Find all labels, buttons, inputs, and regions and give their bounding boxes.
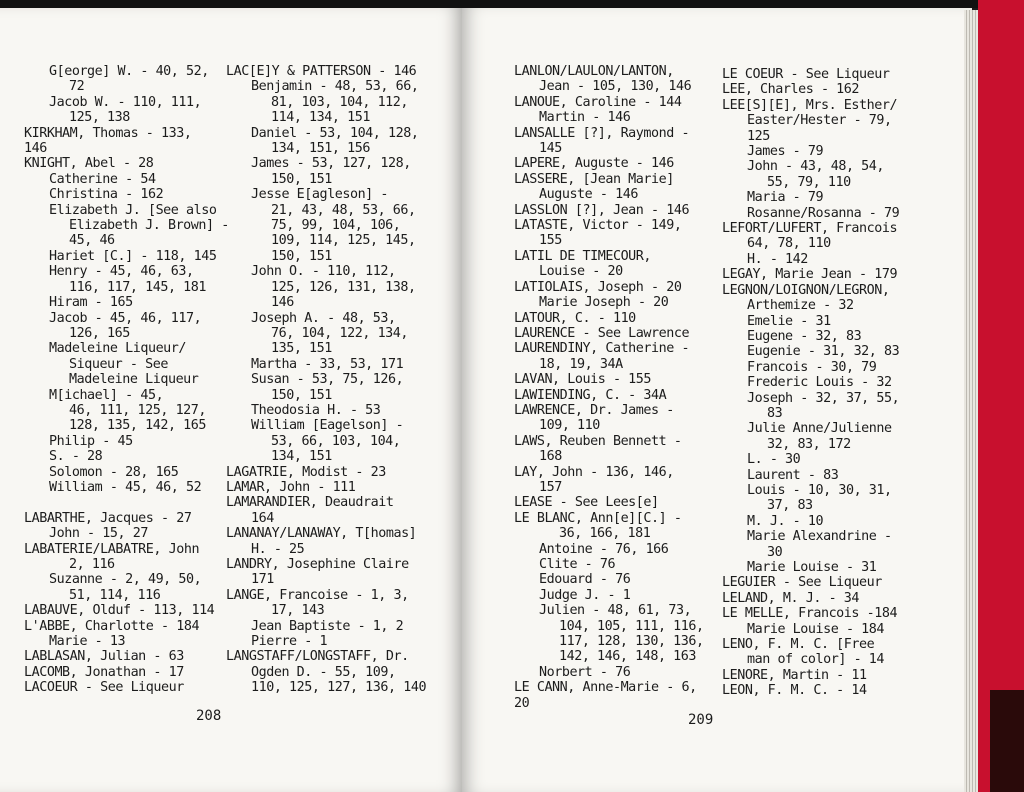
index-entry: LENORE, Martin - 11 [722,667,867,683]
index-subentry: Philip - 45 [49,433,133,449]
index-subentry: 83 [767,405,783,421]
index-subentry: Easter/Hester - 79, [747,113,892,129]
index-column [226,64,426,696]
index-subentry: Marie Louise - 184 [747,621,885,637]
index-subentry: Christina - 162 [49,187,164,203]
index-entry: LE MELLE, Francois -184 [722,606,898,622]
index-entry: LABLASAN, Julian - 63 [24,649,184,665]
index-subentry: 109, 114, 125, 145, [271,233,416,249]
index-entry: LEON, F. M. C. - 14 [722,683,867,699]
index-entry: LAMAR, John - 111 [226,479,356,495]
index-entry: KNIGHT, Abel - 28 [24,156,154,172]
index-entry: LENO, F. M. C. [Free [722,637,875,653]
index-subentry: 109, 110 [539,418,600,434]
index-entry: LE COEUR - See Liqueur [722,67,890,82]
index-subentry: John O. - 110, 112, [251,264,396,280]
index-entry: 20 [514,695,530,711]
index-subentry: 150, 151 [271,171,332,187]
index-entry: LEGUIER - See Liqueur [722,575,882,591]
index-subentry: 104, 105, 111, 116, [559,618,704,634]
index-subentry: Maria - 79 [747,190,824,206]
index-subentry: Solomon - 28, 165 [49,464,179,480]
index-entry: LAMARANDIER, Deaudrait [226,495,394,511]
index-entry: LAURENCE - See Lawrence [514,325,690,341]
index-entry: LABATERIE/LABATRE, John [24,541,200,557]
index-subentry: Frederic Louis - 32 [747,375,892,391]
index-entry: LANDRY, Josephine Claire [226,557,409,572]
index-subentry: Norbert - 76 [539,664,631,680]
index-subentry: 126, 165 [69,325,130,341]
index-subentry: 45, 46 [69,233,115,249]
index-subentry: Jean Baptiste - 1, 2 [251,618,404,634]
index-subentry: Judge J. - 1 [539,587,631,603]
index-subentry: Jesse E[agleson] - [251,187,389,203]
index-subentry: 155 [539,233,562,249]
index-subentry: 75, 99, 104, 106, [271,218,401,234]
index-subentry: 72 [69,79,85,95]
book-cover-shadow [990,690,1024,792]
index-subentry: Arthemize - 32 [747,298,854,314]
index-subentry: Catherine - 54 [49,171,156,187]
index-subentry: Hiram - 165 [49,295,133,311]
index-subentry: 18, 19, 34A [539,356,623,372]
index-subentry: Susan - 53, 75, 126, [251,372,404,388]
index-subentry: Laurent - 83 [747,467,839,483]
index-subentry: G[eorge] W. - 40, 52, [49,64,209,79]
index-subentry: 37, 83 [767,498,813,514]
index-entry: LANLON/LAULON/LANTON, [514,64,674,79]
index-subentry: 125, 138 [69,110,130,126]
index-subentry: Auguste - 146 [539,187,638,203]
index-column [24,64,229,696]
index-entry: LE BLANC, Ann[e][C.] - [514,510,682,526]
index-subentry: 142, 146, 148, 163 [559,649,697,665]
index-entry: LEASE - See Lees[e] [514,495,659,511]
index-subentry: 116, 117, 145, 181 [69,279,207,295]
index-entry: LANGSTAFF/LONGSTAFF, Dr. [226,649,409,665]
index-subentry: John - 15, 27 [49,526,148,542]
index-subentry: 134, 151 [271,449,332,465]
index-entry: LATIL DE TIMECOUR, [514,248,652,264]
index-subentry: L. - 30 [747,452,801,468]
index-subentry: 32, 83, 172 [767,436,851,452]
index-entry: LAVAN, Louis - 155 [514,372,652,388]
index-entry: LABARTHE, Jacques - 27 [24,510,192,526]
index-subentry: H. - 142 [747,251,808,267]
index-subentry: Ogden D. - 55, 109, [251,664,396,680]
index-subentry: Marie Alexandrine - [747,529,892,545]
index-subentry: 2, 116 [69,556,115,572]
index-subentry: Martin - 146 [539,110,631,126]
index-subentry: 110, 125, 127, 136, 140 [251,680,427,696]
index-subentry: 168 [539,449,562,465]
index-entry: LEGNON/LOIGNON/LEGRON, [722,282,890,298]
index-subentry: Eugenie - 31, 32, 83 [747,344,900,360]
left-page [0,8,462,792]
index-subentry: 150, 151 [271,248,332,264]
index-entry: LANANAY/LANAWAY, T[homas] [226,526,417,542]
index-subentry: H. - 25 [251,541,305,557]
index-subentry: 55, 79, 110 [767,174,851,190]
index-entry: LAWS, Reuben Bennett - [514,433,682,449]
index-entry: L'ABBE, Charlotte - 184 [24,618,200,634]
index-subentry: Elizabeth J. [See also [49,202,217,218]
index-subentry: Pierre - 1 [251,634,328,650]
index-subentry: Joseph - 32, 37, 55, [747,390,900,406]
index-subentry: Hariet [C.] - 118, 145 [49,248,217,264]
index-subentry: Madeleine Liqueur/ [49,341,187,357]
index-subentry: 21, 43, 48, 53, 66, [271,202,416,218]
index-subentry: 36, 166, 181 [559,526,651,542]
index-subentry: Joseph A. - 48, 53, [251,310,396,326]
index-subentry: 134, 151, 156 [271,141,370,157]
index-entry: LAWRENCE, Dr. James - [514,402,674,418]
index-subentry: Eugene - 32, 83 [747,328,862,344]
index-entry: LELAND, M. J. - 34 [722,590,860,606]
index-entry: LANSALLE [?], Raymond - [514,125,690,141]
index-entry: LAURENDINY, Catherine - [514,341,690,357]
index-entry: LASSERE, [Jean Marie] [514,171,674,187]
index-subentry: 157 [539,479,562,495]
index-subentry: Marie Louise - 31 [747,560,877,575]
index-subentry: Julien - 48, 61, 73, [539,603,692,619]
index-subentry: James - 79 [747,144,824,160]
index-entry: LAPERE, Auguste - 146 [514,156,674,172]
index-subentry: Marie Joseph - 20 [539,295,669,311]
index-subentry: Julie Anne/Julienne [747,421,892,437]
index-subentry: Suzanne - 2, 49, 50, [49,572,202,588]
index-entry: LATOUR, C. - 110 [514,310,636,326]
page-number: 208 [196,708,222,724]
index-column [514,64,704,711]
index-subentry: 171 [251,572,274,588]
right-page [462,8,972,792]
index-subentry: John - 43, 48, 54, [747,159,885,175]
index-subentry: Edouard - 76 [539,572,631,588]
index-subentry: M. J. - 10 [747,513,824,529]
index-subentry: Siqueur - See [69,356,168,372]
index-entry: LASSLON [?], Jean - 146 [514,202,690,218]
index-entry: LE CANN, Anne-Marie - 6, [514,680,697,696]
index-subentry: James - 53, 127, 128, [251,156,411,172]
index-subentry: 114, 134, 151 [271,110,370,126]
index-subentry: William - 45, 46, 52 [49,479,202,495]
index-subentry: Theodosia H. - 53 [251,402,381,418]
index-subentry: 117, 128, 130, 136, [559,634,704,650]
index-entry: LAWIENDING, C. - 34A [514,387,667,403]
index-entry [24,495,229,510]
index-subentry: 53, 66, 103, 104, [271,433,401,449]
index-subentry: 51, 114, 116 [69,587,161,603]
index-subentry: Rosanne/Rosanna - 79 [747,205,900,221]
index-subentry: 76, 104, 122, 134, [271,325,409,341]
index-subentry: 17, 143 [271,603,325,619]
index-subentry: M[ichael] - 45, [49,387,164,403]
index-subentry: 30 [767,544,783,560]
index-entry: LAGATRIE, Modist - 23 [226,464,386,480]
index-subentry: 128, 135, 142, 165 [69,418,207,434]
index-entry: LEFORT/LUFERT, Francois [722,221,898,237]
index-entry: LEE[S][E], Mrs. Esther/ [722,97,898,113]
index-subentry: Henry - 45, 46, 63, [49,264,194,280]
index-subentry: Francois - 30, 79 [747,359,877,375]
index-subentry: Madeleine Liqueur [69,372,199,388]
index-subentry: Jacob W. - 110, 111, [49,94,202,110]
index-entry: LAC[E]Y & PATTERSON - 146 [226,64,417,79]
index-subentry: man of color] - 14 [747,652,885,668]
index-subentry: William [Eagelson] - [251,418,404,434]
index-subentry: 125 [747,128,770,144]
index-subentry: Louis - 10, 30, 31, [747,482,892,498]
index-subentry: 64, 78, 110 [747,236,831,252]
index-subentry: 145 [539,141,562,157]
index-subentry: Elizabeth J. Brown] - [69,218,229,234]
index-subentry: Benjamin - 48, 53, 66, [251,79,419,95]
index-subentry: 125, 126, 131, 138, [271,279,416,295]
index-entry: KIRKHAM, Thomas - 133, [24,125,192,141]
index-entry: LAY, John - 136, 146, [514,464,674,480]
page-edges [964,10,978,792]
index-entry: LEGAY, Marie Jean - 179 [722,267,898,283]
index-subentry: Jacob - 45, 46, 117, [49,310,202,326]
index-subentry: 150, 151 [271,387,332,403]
index-subentry: Louise - 20 [539,264,623,280]
index-subentry: Antoine - 76, 166 [539,541,669,557]
index-subentry: Jean - 105, 130, 146 [539,79,692,95]
index-subentry: 164 [251,510,274,526]
index-column [722,67,899,699]
index-entry: LABAUVE, Olduf - 113, 114 [24,603,215,619]
index-entry: 146 [24,141,47,157]
page-number: 209 [688,712,714,728]
index-subentry: 81, 103, 104, 112, [271,94,409,110]
index-subentry: Marie - 13 [49,634,126,650]
index-subentry: Clite - 76 [539,557,616,572]
index-subentry: Martha - 33, 53, 171 [251,356,404,372]
index-subentry: S. - 28 [49,449,103,465]
index-subentry: 46, 111, 125, 127, [69,402,207,418]
index-entry: LACOEUR - See Liqueur [24,680,184,696]
book-cover [978,0,1024,792]
index-entry: LANGE, Francoise - 1, 3, [226,587,409,603]
index-subentry: 135, 151 [271,341,332,357]
index-entry: LEE, Charles - 162 [722,82,860,98]
index-entry: LATASTE, Victor - 149, [514,218,682,234]
index-subentry: Daniel - 53, 104, 128, [251,125,419,141]
index-entry: LANOUE, Caroline - 144 [514,94,682,110]
index-entry: LACOMB, Jonathan - 17 [24,664,184,680]
index-subentry: 146 [271,295,294,311]
index-subentry: Emelie - 31 [747,313,831,329]
book-top-shadow [0,0,1024,8]
index-entry: LATIOLAIS, Joseph - 20 [514,279,682,295]
